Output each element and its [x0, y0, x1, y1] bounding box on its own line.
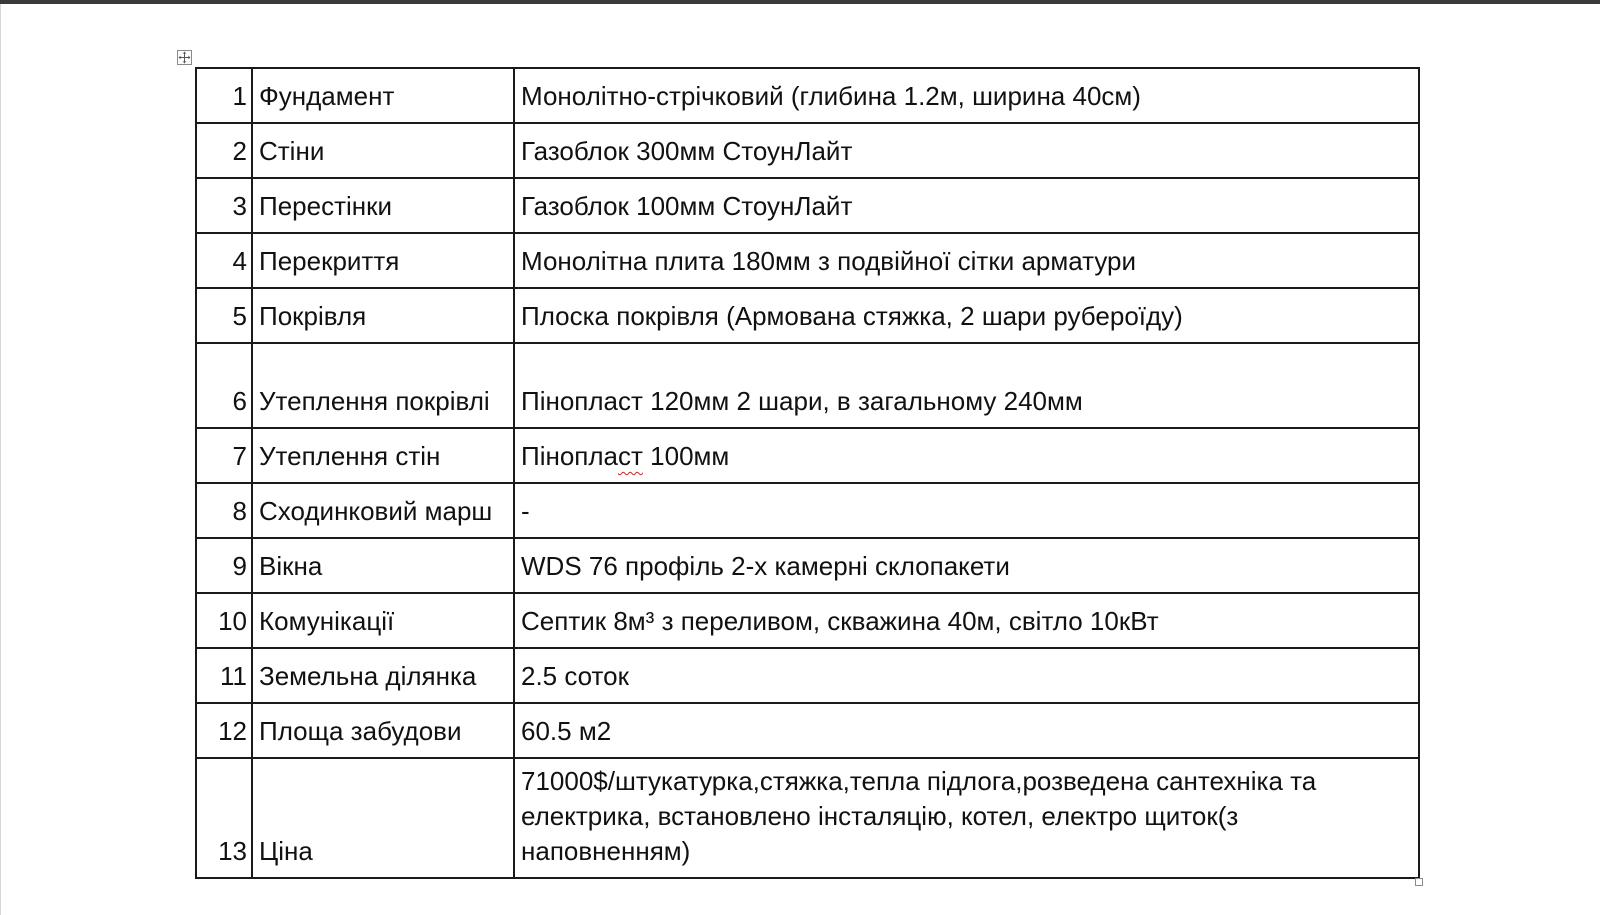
row-name[interactable]: Перестінки	[252, 178, 514, 233]
value-text: Пінопла	[521, 441, 618, 471]
row-name[interactable]: Утеплення стін	[252, 428, 514, 483]
table-row	[196, 648, 1419, 703]
row-name[interactable]: Перекриття	[252, 233, 514, 288]
row-value[interactable]: -	[514, 483, 1419, 538]
table-row	[196, 758, 1419, 878]
row-name[interactable]: Стіни	[252, 123, 514, 178]
row-name[interactable]: Земельна ділянка	[252, 648, 514, 703]
row-value[interactable]: 2.5 соток	[514, 648, 1419, 703]
row-number[interactable]: 4	[196, 233, 252, 288]
row-value[interactable]: WDS 76 профіль 2-х камерні склопакети	[514, 538, 1419, 593]
table-row	[196, 233, 1419, 288]
row-value[interactable]: Монолітна плита 180мм з подвійної сітки арматури	[514, 233, 1419, 288]
row-value[interactable]: Монолітно-стрічковий (глибина 1.2м, ширина 40см)	[514, 68, 1419, 123]
table-row	[196, 178, 1419, 233]
row-name[interactable]: Вікна	[252, 538, 514, 593]
table-row	[196, 483, 1419, 538]
row-value[interactable]: 71000$/штукатурка,стяжка,тепла підлога,розведена сантехніка та електрика, встановлено інсталяцію, котел, електро щиток(з наповненням)	[514, 758, 1419, 878]
table-row	[196, 428, 1419, 483]
row-number[interactable]: 13	[196, 758, 252, 878]
row-name[interactable]: Сходинковий марш	[252, 483, 514, 538]
table-row	[196, 288, 1419, 343]
table-row	[196, 538, 1419, 593]
row-name[interactable]: Площа забудови	[252, 703, 514, 758]
row-name[interactable]: Комунікації	[252, 593, 514, 648]
row-number[interactable]: 5	[196, 288, 252, 343]
specification-table	[195, 67, 1420, 879]
value-text: 100мм	[642, 441, 730, 471]
row-name[interactable]: Фундамент	[252, 68, 514, 123]
row-number[interactable]: 1	[196, 68, 252, 123]
table-resize-handle-icon[interactable]	[1415, 878, 1423, 886]
row-value[interactable]: 60.5 м2	[514, 703, 1419, 758]
table-row	[196, 593, 1419, 648]
row-value[interactable]	[514, 428, 1419, 483]
row-number[interactable]: 12	[196, 703, 252, 758]
row-number[interactable]: 3	[196, 178, 252, 233]
spellcheck-flagged-text: ст	[618, 441, 643, 471]
row-value[interactable]: Газоблок 100мм СтоунЛайт	[514, 178, 1419, 233]
row-name[interactable]: Покрівля	[252, 288, 514, 343]
page-left-edge	[0, 4, 1, 915]
table-row	[196, 68, 1419, 123]
table-row	[196, 343, 1419, 428]
row-value[interactable]: Плоска покрівля (Армована стяжка, 2 шари руберοїду)	[514, 288, 1419, 343]
row-name[interactable]: Утеплення покрівлі	[252, 343, 514, 428]
row-value[interactable]: Пінопласт 120мм 2 шари, в загальному 240мм	[514, 343, 1419, 428]
table-move-handle-icon[interactable]	[177, 50, 192, 65]
table-row	[196, 703, 1419, 758]
row-number[interactable]: 7	[196, 428, 252, 483]
row-value[interactable]: Газоблок 300мм СтоунЛайт	[514, 123, 1419, 178]
row-value[interactable]: Септик 8м³ з переливом, скважина 40м, світло 10кВт	[514, 593, 1419, 648]
row-name[interactable]: Ціна	[252, 758, 514, 878]
row-number[interactable]: 9	[196, 538, 252, 593]
table-row	[196, 123, 1419, 178]
row-number[interactable]: 2	[196, 123, 252, 178]
row-number[interactable]: 10	[196, 593, 252, 648]
four-way-arrow-icon	[178, 51, 191, 64]
row-number[interactable]: 8	[196, 483, 252, 538]
row-number[interactable]: 6	[196, 343, 252, 428]
row-number[interactable]: 11	[196, 648, 252, 703]
